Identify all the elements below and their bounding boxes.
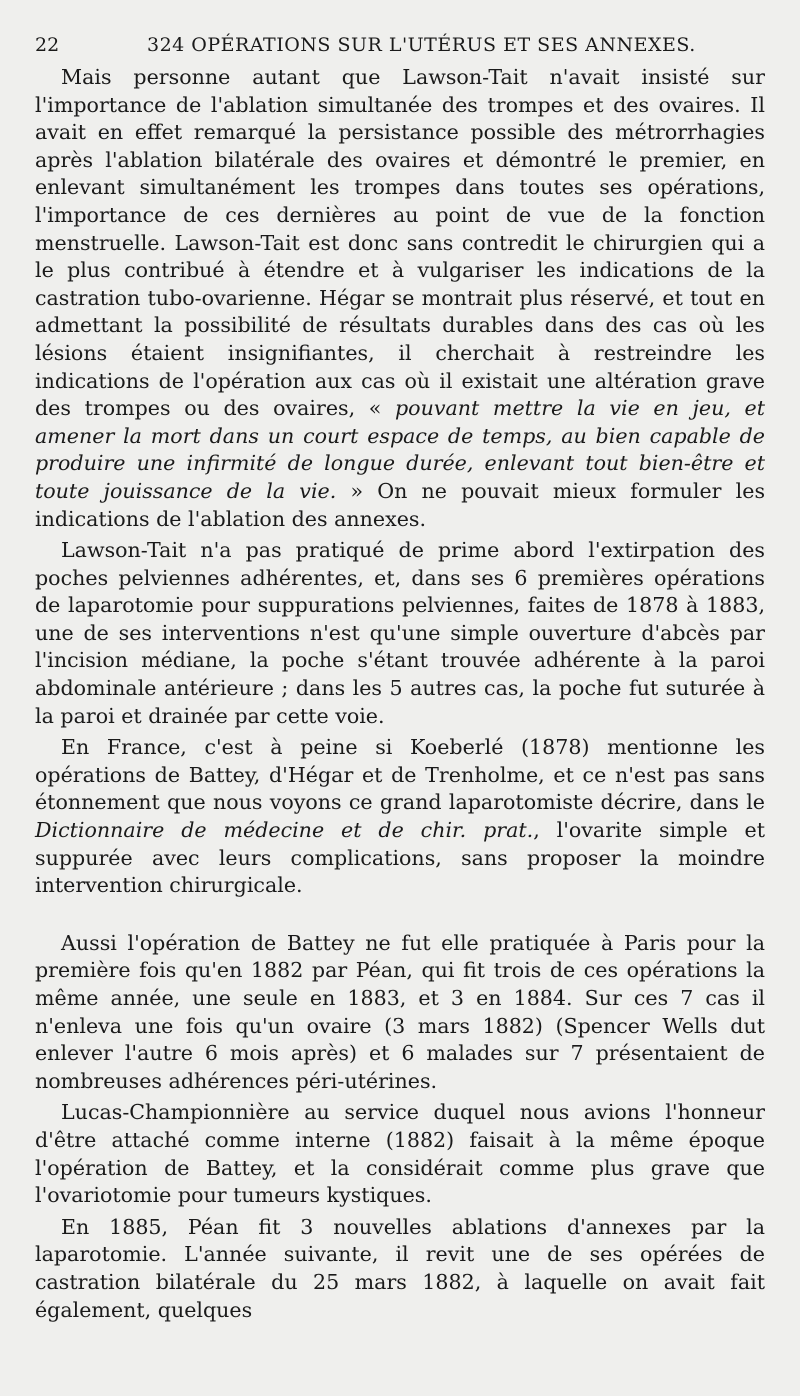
- paragraph: En France, c'est à peine si Koeberlé (1878) mentionne les opérations de Battey, d'Hégar et de Trenholme, et ce n'est pas sans étonnement que nous voyons ce grand laparotomiste décrire, dans le Dictionnaire de médecine et de chir. prat., l'ovarite simple et suppurée avec leurs complications, sans proposer la moindre intervention chirurgicale.: [35, 735, 765, 898]
- running-title: 324 OPÉRATIONS SUR L'UTÉRUS ET SES ANNEXES.: [147, 34, 696, 56]
- paragraph: Lucas-Championnière au service duquel nous avions l'honneur d'être attaché comme interne (1882) faisait à la même époque l'opération de Battey, et la considérait comme plus grave que l'ovariotomie pour tumeurs kystiques.: [35, 1100, 765, 1208]
- paragraph: Mais personne autant que Lawson-Tait n'avait insisté sur l'importance de l'ablation simultanée des trompes et des ovaires. Il avait en effet remarqué la persistance possible des métrorrhagies après l'ablation bilatérale des ovaires et démontré le premier, en enlevant simultanément les trompes dans toutes ses opérations, l'importance de ces dernières au point de vue de la fonction menstruelle. Lawson-Tait est donc sans contredit le chirurgien qui a le plus contribué à étendre et à vulgariser les indications de la castration tubo-ovarienne. Hégar se montrait plus réservé, et tout en admettant la possibilité de résultats durables dans des cas où les lésions étaient insignifiantes, il cherchait à restreindre les indications de l'opération aux cas où il existait une altération grave des trompes ou des ovaires, « pouvant mettre la vie en jeu, et amener la mort dans un court espace de temps, au bien capable de produire une infirmité de longue durée, enlevant tout bien-être et toute jouissance de la vie. » On ne pouvait mieux formuler les indications de l'ablation des annexes.: [35, 65, 766, 531]
- paragraph: Aussi l'opération de Battey ne fut elle pratiquée à Paris pour la première fois qu'en 1882 par Péan, qui fit trois de ces opérations la même année, une seule en 1883, et 3 en 1884. Sur ces 7 cas il n'enleva une fois qu'un ovaire (3 mars 1882) (Spencer Wells dut enlever l'autre 6 mois après) et 6 malades sur 7 présentaient de nombreuses adhérences péri-utérines.: [35, 930, 765, 1093]
- page-number: 22: [35, 34, 60, 56]
- body-text: [35, 64, 765, 1328]
- paragraph: En 1885, Péan fit 3 nouvelles ablations d'annexes par la laparotomie. L'année suivante, il revit une de ses opérées de castration bilatérale du 25 mars 1882, à laquelle on avait fait également, quelques: [35, 1214, 765, 1322]
- paragraph: Lawson-Tait n'a pas pratiqué de prime abord l'extirpation des poches pelviennes adhérentes, et, dans ses 6 premières opérations de laparotomie pour suppurations pelviennes, faites de 1878 à 1883, une de ses interventions n'est qu'une simple ouverture d'abcès par l'incision médiane, la poche s'étant trouvée adhérente à la paroi abdominale antérieure ; dans les 5 autres cas, la poche fut suturée à la paroi et drainée par cette voie.: [35, 538, 765, 728]
